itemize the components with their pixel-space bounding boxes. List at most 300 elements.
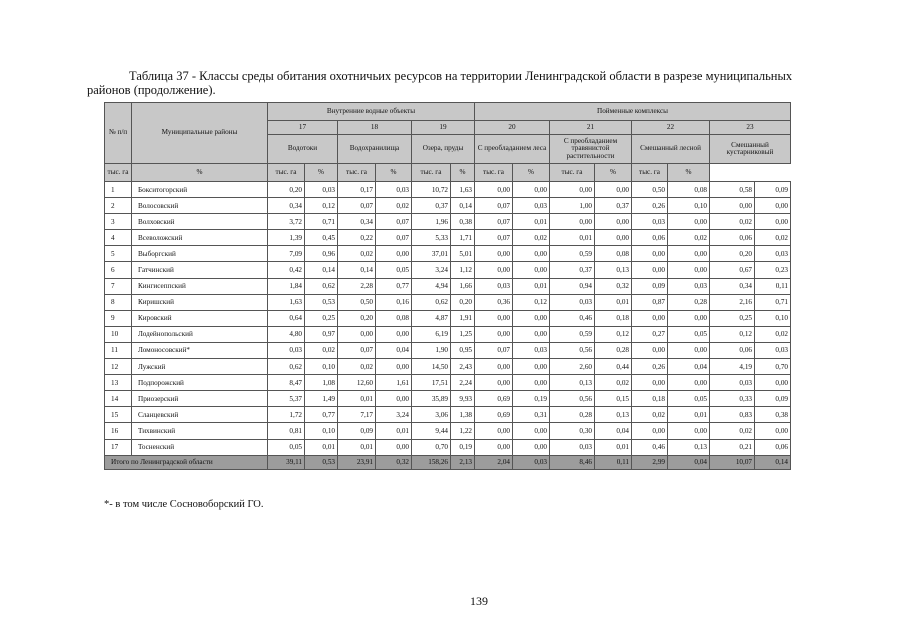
district-name: Лужский: [132, 359, 268, 375]
percent-cell: 0,00: [668, 423, 710, 439]
percent-cell: 2,24: [451, 375, 475, 391]
total-row: [105, 455, 791, 469]
percent-cell: 1,61: [376, 375, 412, 391]
district-name: Бокситогорский: [132, 182, 268, 198]
percent-cell: 0,02: [595, 375, 632, 391]
page-number: 139: [470, 594, 488, 608]
percent-cell: 0,00: [668, 375, 710, 391]
percent-cell: 0,00: [376, 439, 412, 455]
area-cell: 0,09: [632, 278, 668, 294]
percent-cell: 0,02: [376, 198, 412, 214]
unit-ha-header: тыс. га: [412, 164, 451, 182]
area-cell: 0,00: [632, 375, 668, 391]
area-cell: 35,89: [412, 391, 451, 407]
percent-cell: 3,24: [376, 407, 412, 423]
area-cell: 0,07: [338, 342, 376, 358]
area-cell: 0,87: [632, 294, 668, 310]
percent-cell: 0,02: [755, 326, 791, 342]
area-cell: 0,28: [550, 407, 595, 423]
percent-cell: 0,00: [668, 262, 710, 278]
percent-cell: 0,00: [513, 375, 550, 391]
percent-cell: 0,02: [668, 230, 710, 246]
unit-pct-header: %: [513, 164, 550, 182]
total-percent-cell: 2,13: [451, 455, 475, 469]
area-cell: 0,06: [632, 230, 668, 246]
percent-cell: 0,15: [595, 391, 632, 407]
total-percent-cell: 0,03: [513, 455, 550, 469]
table-row: [105, 182, 791, 198]
area-cell: 0,00: [475, 326, 513, 342]
district-name: Ломоносовский*: [132, 342, 268, 358]
percent-cell: 1,71: [451, 230, 475, 246]
area-cell: 0,01: [338, 439, 376, 455]
percent-cell: 0,53: [305, 294, 338, 310]
percent-cell: 1,08: [305, 375, 338, 391]
table-row: [105, 423, 791, 439]
row-number: 3: [105, 214, 132, 230]
total-percent-cell: 0,14: [755, 455, 791, 469]
row-number: 1: [105, 182, 132, 198]
percent-cell: 0,00: [513, 246, 550, 262]
area-cell: 1,72: [268, 407, 305, 423]
area-cell: 2,16: [710, 294, 755, 310]
area-cell: 4,94: [412, 278, 451, 294]
district-name: Тосненский: [132, 439, 268, 455]
percent-cell: 0,05: [668, 326, 710, 342]
area-cell: 0,03: [268, 342, 305, 358]
area-cell: 7,17: [338, 407, 376, 423]
percent-cell: 0,70: [755, 359, 791, 375]
percent-cell: 0,01: [305, 439, 338, 455]
percent-cell: 0,13: [595, 407, 632, 423]
area-cell: 0,09: [338, 423, 376, 439]
area-cell: 0,00: [632, 310, 668, 326]
area-cell: 0,50: [632, 182, 668, 198]
percent-cell: 0,01: [513, 278, 550, 294]
area-cell: 0,00: [632, 423, 668, 439]
row-number: 10: [105, 326, 132, 342]
area-cell: 0,01: [338, 391, 376, 407]
district-name: Выборгский: [132, 246, 268, 262]
percent-cell: 0,95: [451, 342, 475, 358]
district-name: Подпорожский: [132, 375, 268, 391]
header-class-name: Водотоки: [268, 135, 338, 164]
area-cell: 0,58: [710, 182, 755, 198]
row-number: 17: [105, 439, 132, 455]
area-cell: 0,02: [632, 407, 668, 423]
area-cell: 0,07: [475, 342, 513, 358]
table-row: [105, 262, 791, 278]
area-cell: 0,00: [475, 439, 513, 455]
district-name: Сланцевский: [132, 407, 268, 423]
area-cell: 0,94: [550, 278, 595, 294]
percent-cell: 0,13: [668, 439, 710, 455]
area-cell: 0,07: [475, 198, 513, 214]
district-name: Всеволожский: [132, 230, 268, 246]
district-name: Приозерский: [132, 391, 268, 407]
area-cell: 0,26: [632, 198, 668, 214]
percent-cell: 0,03: [755, 342, 791, 358]
area-cell: 0,02: [710, 214, 755, 230]
unit-ha-header: тыс. га: [632, 164, 668, 182]
percent-cell: 0,31: [513, 407, 550, 423]
area-cell: 0,46: [632, 439, 668, 455]
table-row: [105, 278, 791, 294]
area-cell: 0,00: [632, 246, 668, 262]
header-group-floodplain: Пойменные комплексы: [475, 103, 791, 121]
percent-cell: 0,00: [513, 326, 550, 342]
area-cell: 0,56: [550, 391, 595, 407]
area-cell: 0,20: [710, 246, 755, 262]
area-cell: 2,60: [550, 359, 595, 375]
table-row: [105, 214, 791, 230]
area-cell: 0,00: [475, 359, 513, 375]
district-name: Гатчинский: [132, 262, 268, 278]
row-number: 4: [105, 230, 132, 246]
area-cell: 0,12: [710, 326, 755, 342]
area-cell: 0,00: [550, 182, 595, 198]
table-caption: Таблица 37 - Классы среды обитания охотничьих ресурсов на территории Ленинградской области в разрезе муниципальных районов (продолжение).: [87, 69, 793, 97]
area-cell: 0,62: [268, 359, 305, 375]
table-row: [105, 375, 791, 391]
unit-header-row: [105, 164, 791, 182]
percent-cell: 0,12: [513, 294, 550, 310]
percent-cell: 0,00: [376, 246, 412, 262]
unit-ha-header: тыс. га: [550, 164, 595, 182]
percent-cell: 0,02: [305, 342, 338, 358]
area-cell: 0,36: [475, 294, 513, 310]
area-cell: 3,24: [412, 262, 451, 278]
percent-cell: 0,03: [513, 198, 550, 214]
area-cell: 0,42: [268, 262, 305, 278]
percent-cell: 0,06: [755, 439, 791, 455]
area-cell: 0,00: [632, 262, 668, 278]
area-cell: 0,03: [550, 439, 595, 455]
percent-cell: 0,00: [755, 214, 791, 230]
percent-cell: 0,13: [595, 262, 632, 278]
header-class-code: 21: [550, 121, 632, 135]
area-cell: 0,18: [632, 391, 668, 407]
percent-cell: 0,97: [305, 326, 338, 342]
area-cell: 0,21: [710, 439, 755, 455]
area-cell: 0,46: [550, 310, 595, 326]
total-area-cell: 39,11: [268, 455, 305, 469]
area-cell: 1,84: [268, 278, 305, 294]
percent-cell: 0,08: [376, 310, 412, 326]
area-cell: 10,72: [412, 182, 451, 198]
percent-cell: 0,23: [755, 262, 791, 278]
percent-cell: 0,00: [376, 326, 412, 342]
area-cell: 5,37: [268, 391, 305, 407]
percent-cell: 0,45: [305, 230, 338, 246]
header-class-code: 17: [268, 121, 338, 135]
area-cell: 1,00: [550, 198, 595, 214]
row-number: 2: [105, 198, 132, 214]
percent-cell: 0,09: [755, 391, 791, 407]
percent-cell: 0,00: [376, 359, 412, 375]
area-cell: 0,20: [268, 182, 305, 198]
area-cell: 0,20: [338, 310, 376, 326]
percent-cell: 0,77: [376, 278, 412, 294]
area-cell: 0,25: [710, 310, 755, 326]
area-cell: 0,00: [475, 375, 513, 391]
area-cell: 0,02: [710, 423, 755, 439]
table-row: [105, 326, 791, 342]
percent-cell: 0,11: [755, 278, 791, 294]
percent-cell: 0,02: [513, 230, 550, 246]
percent-cell: 0,00: [668, 310, 710, 326]
area-cell: 0,34: [338, 214, 376, 230]
header-class-code: 19: [412, 121, 475, 135]
area-cell: 0,02: [338, 246, 376, 262]
header-class-name: С преобладанием леса: [475, 135, 550, 164]
table-row: [105, 198, 791, 214]
district-name: Лодейнопольский: [132, 326, 268, 342]
area-cell: 1,90: [412, 342, 451, 358]
area-cell: 0,01: [550, 230, 595, 246]
header-class-name: Смешанный кустарниковый: [710, 135, 791, 164]
table-row: [105, 294, 791, 310]
area-cell: 9,44: [412, 423, 451, 439]
percent-cell: 0,03: [513, 342, 550, 358]
header-district: Муниципальные районы: [132, 103, 268, 164]
total-area-cell: 10,07: [710, 455, 755, 469]
percent-cell: 0,20: [451, 294, 475, 310]
percent-cell: 1,25: [451, 326, 475, 342]
percent-cell: 0,10: [305, 359, 338, 375]
header-class-code: 20: [475, 121, 550, 135]
area-cell: 0,70: [412, 439, 451, 455]
area-cell: 0,00: [475, 423, 513, 439]
percent-cell: 0,02: [755, 230, 791, 246]
percent-cell: 0,00: [513, 262, 550, 278]
percent-cell: 1,38: [451, 407, 475, 423]
total-percent-cell: 0,53: [305, 455, 338, 469]
area-cell: 0,06: [710, 230, 755, 246]
percent-cell: 0,62: [305, 278, 338, 294]
area-cell: 0,07: [475, 214, 513, 230]
percent-cell: 0,14: [305, 262, 338, 278]
total-percent-cell: 0,04: [668, 455, 710, 469]
percent-cell: 0,77: [305, 407, 338, 423]
area-cell: 0,03: [710, 375, 755, 391]
area-cell: 1,96: [412, 214, 451, 230]
percent-cell: 0,00: [668, 342, 710, 358]
percent-cell: 0,12: [595, 326, 632, 342]
percent-cell: 0,05: [376, 262, 412, 278]
area-cell: 0,06: [710, 342, 755, 358]
area-cell: 5,33: [412, 230, 451, 246]
footnote: *- в том числе Сосновоборский ГО.: [104, 499, 264, 510]
percent-cell: 0,18: [595, 310, 632, 326]
area-cell: 0,59: [550, 326, 595, 342]
percent-cell: 0,28: [668, 294, 710, 310]
percent-cell: 0,25: [305, 310, 338, 326]
percent-cell: 0,01: [595, 294, 632, 310]
area-cell: 0,30: [550, 423, 595, 439]
percent-cell: 0,00: [513, 359, 550, 375]
row-number: 11: [105, 342, 132, 358]
percent-cell: 1,49: [305, 391, 338, 407]
area-cell: 0,13: [550, 375, 595, 391]
percent-cell: 0,38: [755, 407, 791, 423]
percent-cell: 0,01: [513, 214, 550, 230]
percent-cell: 1,66: [451, 278, 475, 294]
row-number: 16: [105, 423, 132, 439]
total-area-cell: 2,99: [632, 455, 668, 469]
area-cell: 0,07: [475, 230, 513, 246]
percent-cell: 0,03: [305, 182, 338, 198]
area-cell: 0,02: [338, 359, 376, 375]
district-name: Кингисеппский: [132, 278, 268, 294]
percent-cell: 5,01: [451, 246, 475, 262]
table-row: [105, 391, 791, 407]
percent-cell: 0,03: [376, 182, 412, 198]
percent-cell: 0,44: [595, 359, 632, 375]
unit-pct-header: %: [132, 164, 268, 182]
area-cell: 8,47: [268, 375, 305, 391]
total-area-cell: 23,91: [338, 455, 376, 469]
percent-cell: 0,00: [376, 391, 412, 407]
percent-cell: 0,01: [376, 423, 412, 439]
district-name: Кировский: [132, 310, 268, 326]
table-row: [105, 230, 791, 246]
area-cell: 0,05: [268, 439, 305, 455]
percent-cell: 0,71: [755, 294, 791, 310]
percent-cell: 1,91: [451, 310, 475, 326]
area-cell: 0,00: [475, 310, 513, 326]
row-number: 9: [105, 310, 132, 326]
row-number: 12: [105, 359, 132, 375]
percent-cell: 0,96: [305, 246, 338, 262]
percent-cell: 0,10: [305, 423, 338, 439]
area-cell: 0,81: [268, 423, 305, 439]
percent-cell: 0,10: [755, 310, 791, 326]
table-row: [105, 246, 791, 262]
area-cell: 0,14: [338, 262, 376, 278]
unit-pct-header: %: [668, 164, 710, 182]
area-cell: 0,00: [475, 262, 513, 278]
area-cell: 0,00: [338, 326, 376, 342]
total-area-cell: 8,46: [550, 455, 595, 469]
percent-cell: 0,00: [755, 198, 791, 214]
percent-cell: 0,00: [513, 310, 550, 326]
header-class-name: Озера, пруды: [412, 135, 475, 164]
area-cell: 6,19: [412, 326, 451, 342]
row-number: 15: [105, 407, 132, 423]
area-cell: 0,37: [412, 198, 451, 214]
percent-cell: 0,00: [668, 214, 710, 230]
area-cell: 0,64: [268, 310, 305, 326]
row-number: 13: [105, 375, 132, 391]
area-cell: 0,33: [710, 391, 755, 407]
header-class-code: 22: [632, 121, 710, 135]
percent-cell: 0,12: [305, 198, 338, 214]
total-label: Итого по Ленинградской области: [105, 455, 268, 469]
area-cell: 37,01: [412, 246, 451, 262]
unit-ha-header: тыс. га: [338, 164, 376, 182]
percent-cell: 2,43: [451, 359, 475, 375]
percent-cell: 0,04: [668, 359, 710, 375]
row-number: 7: [105, 278, 132, 294]
unit-pct-header: %: [451, 164, 475, 182]
area-cell: 4,19: [710, 359, 755, 375]
area-cell: 3,72: [268, 214, 305, 230]
header-class-name: Водохранилища: [338, 135, 412, 164]
area-cell: 0,37: [550, 262, 595, 278]
unit-pct-header: %: [376, 164, 412, 182]
area-cell: 0,00: [550, 214, 595, 230]
percent-cell: 0,00: [668, 246, 710, 262]
district-name: Тихвинский: [132, 423, 268, 439]
area-cell: 0,69: [475, 407, 513, 423]
area-cell: 0,07: [338, 198, 376, 214]
area-cell: 0,00: [710, 198, 755, 214]
unit-pct-header: %: [305, 164, 338, 182]
percent-cell: 0,32: [595, 278, 632, 294]
total-percent-cell: 0,32: [376, 455, 412, 469]
percent-cell: 1,22: [451, 423, 475, 439]
unit-ha-header: тыс. га: [105, 164, 132, 182]
percent-cell: 1,63: [451, 182, 475, 198]
row-number: 6: [105, 262, 132, 278]
percent-cell: 0,03: [755, 246, 791, 262]
header-class-code: 23: [710, 121, 791, 135]
area-cell: 0,67: [710, 262, 755, 278]
header-num: № п/п: [105, 103, 132, 164]
total-area-cell: 158,26: [412, 455, 451, 469]
percent-cell: 0,07: [376, 230, 412, 246]
percent-cell: 0,04: [376, 342, 412, 358]
percent-cell: 0,00: [513, 439, 550, 455]
percent-cell: 0,08: [595, 246, 632, 262]
area-cell: 2,28: [338, 278, 376, 294]
area-cell: 0,62: [412, 294, 451, 310]
area-cell: 0,50: [338, 294, 376, 310]
area-cell: 0,83: [710, 407, 755, 423]
unit-ha-header: тыс. га: [475, 164, 513, 182]
percent-cell: 0,00: [595, 182, 632, 198]
percent-cell: 0,09: [755, 182, 791, 198]
area-cell: 4,80: [268, 326, 305, 342]
area-cell: 3,06: [412, 407, 451, 423]
percent-cell: 0,19: [451, 439, 475, 455]
table-row: [105, 342, 791, 358]
percent-cell: 0,14: [451, 198, 475, 214]
percent-cell: 0,07: [376, 214, 412, 230]
district-name: Волосовский: [132, 198, 268, 214]
row-number: 14: [105, 391, 132, 407]
percent-cell: 0,38: [451, 214, 475, 230]
percent-cell: 0,00: [513, 182, 550, 198]
area-cell: 7,09: [268, 246, 305, 262]
percent-cell: 0,08: [668, 182, 710, 198]
percent-cell: 0,16: [376, 294, 412, 310]
percent-cell: 0,00: [755, 375, 791, 391]
area-cell: 0,03: [632, 214, 668, 230]
table-row: [105, 439, 791, 455]
percent-cell: 0,19: [513, 391, 550, 407]
percent-cell: 0,04: [595, 423, 632, 439]
percent-cell: 0,00: [595, 230, 632, 246]
area-cell: 0,17: [338, 182, 376, 198]
total-area-cell: 2,04: [475, 455, 513, 469]
percent-cell: 0,00: [755, 423, 791, 439]
area-cell: 0,00: [632, 342, 668, 358]
district-name: Волховский: [132, 214, 268, 230]
percent-cell: 0,03: [668, 278, 710, 294]
percent-cell: 0,01: [595, 439, 632, 455]
